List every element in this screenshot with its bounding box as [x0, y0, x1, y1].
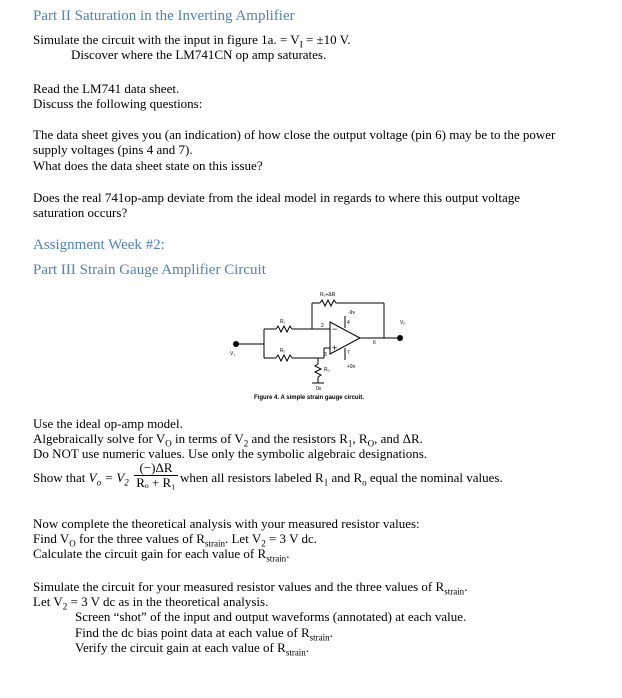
calculate-gain-line: Calculate the circuit gain for each value of $R_{strain}$.	[33, 546, 290, 564]
pin2-label: 2	[321, 323, 324, 329]
pin7-label: 7	[347, 350, 350, 356]
r1-top-label: R₁	[280, 319, 286, 325]
question1-line1: The data sheet gives you (an indication) of how close the output voltage (pin 6) may be to the power	[33, 127, 556, 142]
part3-heading: Part III Strain Gauge Amplifier Circuit	[33, 262, 266, 278]
show-that-tail: when all resistors labeled $R_1$ and $R_o$ equal the nominal values.	[180, 470, 503, 488]
inverting-sign: −	[332, 324, 338, 334]
r1-bottom-label: R₁	[280, 348, 286, 354]
pin6-label: 6	[373, 340, 376, 346]
discuss-line: Discuss the following questions:	[33, 96, 203, 111]
vo-label: Vₒ	[400, 320, 406, 326]
part2-heading: Part II Saturation in the Inverting Amplifier	[33, 8, 295, 24]
pin4-label: 4	[347, 320, 350, 326]
question2-line1: Does the real 741op-amp deviate from the ideal model in regards to where this output voltage	[33, 190, 520, 205]
assignment-heading: Assignment Week #2:	[33, 237, 165, 253]
pin3-label: 3	[324, 352, 327, 358]
algebra-line: Algebraically solve for $V_O$ in terms of $V_2$ and the resistors $R_1$, $R_O$, and ΔR.	[33, 431, 423, 449]
question2-line2: saturation occurs?	[33, 205, 128, 220]
zero-volt-label: 0v	[316, 386, 322, 392]
formula-fraction	[134, 461, 178, 490]
question1-line3: What does the data sheet state on this issue?	[33, 158, 263, 173]
let-v2-line: Let $V_2 = 3$ V dc as in the theoretical analysis.	[33, 594, 269, 612]
formula-denominator: Rₒ + R₁	[136, 475, 176, 490]
complete-line: Now complete the theoretical analysis with your measured resistor values:	[33, 516, 420, 531]
question1-line2: supply voltages (pins 4 and 7).	[33, 142, 193, 157]
verify-line: Verify the circuit gain at each value of $R_{strain}$.	[75, 640, 310, 658]
bias-line: Find the dc bias point data at each value of $R_{strain}$.	[75, 625, 333, 643]
find-vo-line: Find $V_O$ for the three values of $R_{strain}$. Let $V_2 = 3$ V dc.	[33, 531, 317, 549]
rf-label: Rₒ+ΔR	[320, 292, 336, 298]
discover-line: Discover where the LM741CN op amp saturates.	[71, 47, 327, 62]
screenshot-line: Screen “shot” of the input and output waveforms (annotated) at each value.	[75, 609, 467, 624]
no-numeric-line: Do NOT use numeric values. Use only the symbolic algebraic designations.	[33, 446, 428, 461]
strain-gauge-circuit-figure	[228, 284, 414, 402]
show-that-lhs: Show that $V_o = V_2$	[33, 470, 129, 488]
simulate-line: Simulate the circuit with the input in figure 1a. = $V_I = \pm 10$ V.	[33, 32, 351, 50]
v1-label: V₁	[230, 351, 236, 357]
read-line: Read the LM741 data sheet.	[33, 81, 180, 96]
ideal-line: Use the ideal op-amp model.	[33, 416, 183, 431]
simulate-strain-line: Simulate the circuit for your measured resistor values and the three values of $R_{strain}$.	[33, 579, 468, 597]
noninverting-sign: +	[332, 343, 338, 353]
pos9-label: +9v	[347, 364, 356, 370]
figure-caption: Figure 4. A simple strain gauge circuit.	[254, 395, 364, 401]
ro-label: Rₒ	[324, 367, 330, 373]
neg9-label: -9v	[348, 310, 355, 316]
formula-numerator: (−)ΔR	[134, 461, 178, 476]
